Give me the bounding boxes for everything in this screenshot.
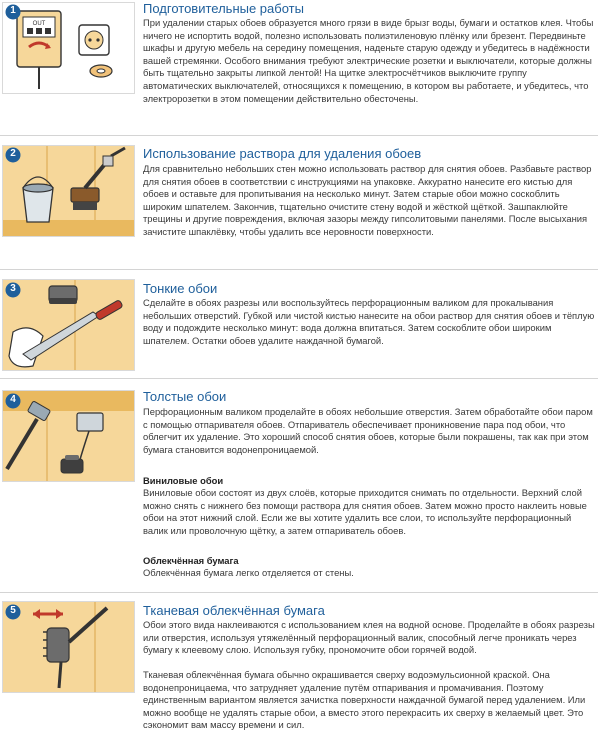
step-title: Подготовительные работы bbox=[143, 1, 304, 16]
step-title: Использование раствора для удаления обоев bbox=[143, 146, 422, 161]
step-description: Сделайте в обоях разрезы или воспользуйтесь перфорационным валиком для прокалывания небольших отверстий. Губкой или чистой кистью нанесите на обои раствор для снятия обоев и тёплую воду и подождите несколько минут: вода должна впитаться. Затем соскоблите обои широким шпателем. Остатки обоев удалите наждачной бумагой. bbox=[143, 297, 595, 346]
step-number: 2 bbox=[10, 148, 16, 159]
step-description: Для сравнительно небольших стен можно использовать раствор для снятия обоев. Разбавьте раствор для снятия обоев в соответствии с инструкциями на упаковке. Аккуратно нанесите его кистью для обоев и оставьте для пропитывания на несколько минут. Затем старые обои можно соскоблить широким шпателем. Закончив, тщательно очистите стену водой и жёсткой щёткой. Зашпаклюйте трещины и другие повреждения, включая зазоры между гипсолитовыми панелями. После высыхания зачистите шпаклёвку, чтобы удалить все неровности поверхности. bbox=[143, 163, 592, 237]
step-3-illustration bbox=[2, 279, 135, 371]
step-description: Перфорационным валиком проделайте в обоях небольшие отверстия. Затем обработайте обои паром с помощью отпаривателя обоев. Отпариватель обеспечивает проникновение пара под обои, что облегчит их удаление. Это хороший способ снятия обоев, которые были покрашены, так как при этом бумага становится водонепроницаемой. bbox=[143, 406, 593, 455]
divider bbox=[0, 135, 598, 136]
step-title: Тканевая облекчённая бумага bbox=[143, 603, 325, 618]
step-number: 3 bbox=[10, 283, 16, 294]
subsection-text: Облекчённая бумага легко отделяется от стены. bbox=[143, 567, 354, 578]
step-title: Толстые обои bbox=[143, 389, 227, 404]
subsection-heading: Виниловые обои bbox=[143, 475, 224, 486]
step-4-illustration bbox=[2, 390, 135, 482]
step-number: 5 bbox=[10, 605, 16, 616]
step-description: При удалении старых обоев образуется много грязи в виде брызг воды, бумаги и остатков клея. Чтобы ничего не испортить водой, полезно использовать полиэтиленовую плёнку или брезент. Передвиньте шкафы и другую мебель на середину помещения, наденьте старую одежду и убедитесь в надёжности вашей стремянки. Особого внимания требуют электрические розетки и выключатели, которые должны быть тщательно закрыты липкой лентой! На щитке электросчётчиков выключите группу автоматических выключателей, относящихся к помещению, в котором вы работаете, и убедитесь, что электророзетки в этом помещении действительно обесточены. bbox=[143, 17, 594, 104]
step-number: 1 bbox=[10, 5, 16, 16]
divider bbox=[0, 269, 598, 270]
step-title: Тонкие обои bbox=[143, 281, 218, 296]
step-2-illustration bbox=[2, 145, 135, 237]
step-5-illustration bbox=[2, 601, 135, 693]
subsection-text: Виниловые обои состоят из двух слоёв, которые приходится снимать по отдельности. Верхний слой можно снять с нижнего без помощи раствора для снятия обоев. Затем можно просто наклеить новые обои на этот нижний слой. Если же вы хотите удалить все слои, то используйте перфорационный валик или проволочную щётку, а затем отпариватель обоев. bbox=[143, 487, 587, 536]
meter-out-label: OUT bbox=[32, 21, 46, 27]
step-number: 4 bbox=[10, 394, 16, 405]
step-description: Обои этого вида наклеиваются с использованием клея на водной основе. Проделайте в обоях разрезы или отверстия, используя утяжелённый перфорационный валик, способный легче проникать через бумагу к клеевому слою. Используя губку, прономочите обои горячей водой. bbox=[143, 619, 595, 656]
subsection-heading: Облекчённая бумага bbox=[143, 555, 239, 566]
step-1-illustration bbox=[2, 2, 135, 94]
divider bbox=[0, 378, 598, 379]
step-description-2: Тканевая облекчённая бумага обычно окрашивается сверху водоэмульсионной краской. Она водонепроницаема, что затрудняет удаление путём отпаривания и промачивания. Поэтому единственным вариантом является зачистка поверхности наждачной бумагой перед удалением. Или можно вообще не удалять старые обои, а вместо этого перекрасить их сверху в желаемый цвет. Это сэкономит вам массу времени и сил. bbox=[143, 669, 586, 731]
divider bbox=[0, 592, 598, 593]
